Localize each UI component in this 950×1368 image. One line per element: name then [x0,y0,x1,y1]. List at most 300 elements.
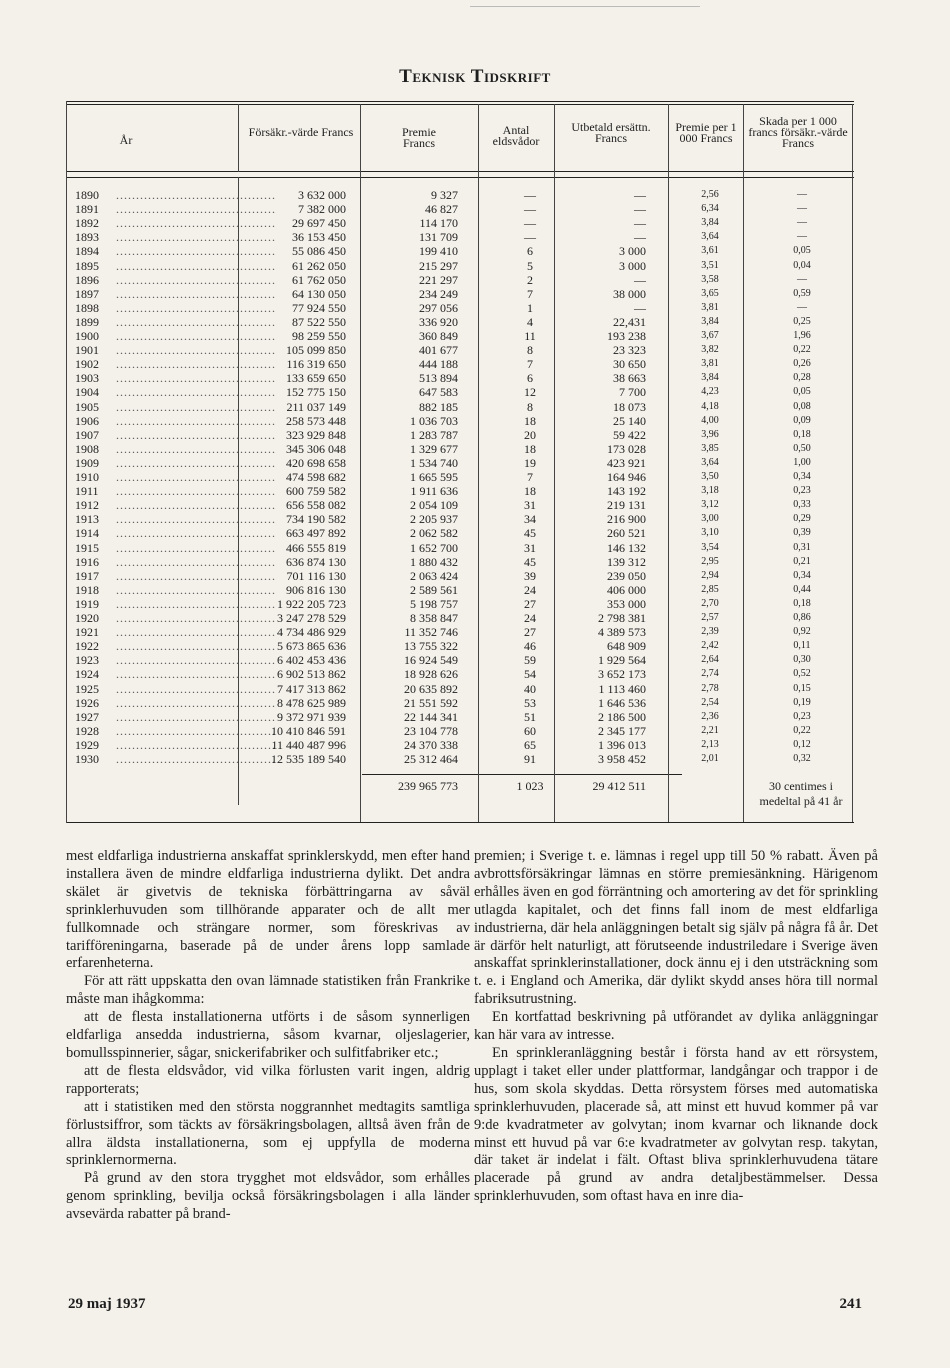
cell-damage-per-1000: 0,31 [793,541,811,553]
cell-premium-per-1000: 2,64 [701,654,719,666]
leader-dots: ........................................ [116,470,276,484]
body-column-left [66,848,470,1224]
cell-damage-per-1000: 0,33 [793,499,811,511]
top-rule [470,6,700,7]
cell-premium: 24 370 338 [404,737,458,752]
table-row [66,625,854,639]
table-row [66,555,854,569]
cell-premium: 2 205 937 [410,512,458,527]
table-row [66,696,854,710]
cell-fire-count: 2 [527,272,533,287]
cell-damage-per-1000: 0,32 [793,753,811,764]
paragraph: mest eldfarliga industrierna anskaffat sprinklerskydd, men efter hand installera även de mindre eldfarliga industrierna dylikt. Det andra skälet är givetvis de tekniska förbättringarna av såväl sprinklerhuvuden som tillhörande apparater och de allt mer fullkomnade och strängare normer, som föreskrivas av tarifföreningarna, baserade på de under årens lopp samlade erfarenheterna. [66,848,470,972]
cell-premium: 114 170 [419,216,458,231]
cell-fire-count: 39 [524,568,536,583]
cell-premium-per-1000: 3,67 [701,330,719,341]
cell-insured-value: 152 775 150 [286,385,346,400]
cell-damage-per-1000: 0,23 [793,710,811,722]
cell-damage-per-1000: 0,28 [793,372,811,384]
cell-insured-value: 3 632 000 [298,188,346,202]
table-row [66,428,854,442]
table-row [66,357,854,371]
paragraph: premien; i Sverige t. e. lämnas i regel upp till 50 % rabatt. Även på avbrottsförsäkringar lämnas en större premiesänkning. Härigenom erhålles även en god förräntning och amortering av det för sprinkling utlagda kapitalet, och det finns fall inom de mest eldfarliga industrierna, där hela anläggningen betalt sig själv på några få år. Det är därför helt naturligt, att förutseende industriledare i Sverige även anskaffat sprinklerinstallationer, dock ännu ej i den utsträckning som t. e. i England och Amerika, där dylikt skydd anses höra till normal fabriksutrustning. [474,848,878,1008]
header-premium: Premie Francs [402,125,436,150]
cell-premium-per-1000: 2,94 [701,569,719,581]
leader-dots: ........................................ [116,441,276,456]
cell-fire-count: 12 [524,385,536,400]
cell-year: 1913 [75,512,99,527]
cell-fire-count: 7 [527,357,533,372]
cell-premium: 513 894 [419,371,458,386]
leader-dots: ........................................ [116,625,276,640]
cell-fire-count: 8 [527,343,533,358]
cell-paid-compensation: 1 396 013 [598,737,646,752]
cell-premium-per-1000: 3,00 [701,513,719,525]
cell-damage-per-1000: 0,39 [793,527,811,539]
cell-year: 1904 [75,385,99,400]
cell-year: 1930 [75,752,99,766]
table-row [66,512,854,526]
cell-year: 1901 [75,343,99,358]
cell-damage-per-1000: 0,04 [793,259,811,271]
header-premium-per-1000: Premie per 1 000 Francs [675,120,737,145]
cell-insured-value: 9 372 971 939 [277,709,346,724]
cell-damage-per-1000: 0,25 [793,315,811,327]
cell-year: 1895 [75,258,99,273]
table-row [66,230,854,244]
cell-fire-count: 19 [524,455,536,470]
cell-year: 1898 [75,300,99,315]
cell-paid-compensation: 25 140 [613,413,646,428]
cell-damage-per-1000: 0,09 [793,414,811,426]
cell-year: 1928 [75,723,99,738]
cell-premium: 13 755 322 [404,639,458,654]
cell-year: 1929 [75,737,99,752]
leader-dots: ........................................ [116,300,276,315]
cell-damage-per-1000: 1,96 [793,330,811,341]
cell-premium: 9 327 [431,188,458,202]
cell-damage-per-1000: — [797,231,807,243]
cell-fire-count: 20 [524,427,536,442]
cell-premium: 647 583 [419,385,458,400]
table-row [66,329,854,343]
table-row [66,301,854,315]
cell-paid-compensation: 353 000 [607,596,646,611]
cell-insured-value: 466 555 819 [286,540,346,555]
cell-paid-compensation: 38 000 [613,286,646,301]
cell-year: 1925 [75,681,99,696]
table-row [66,188,854,202]
cell-insured-value: 7 417 313 862 [277,681,346,696]
cell-premium: 360 849 [419,329,458,343]
table-row [66,526,854,540]
cell-damage-per-1000: 0,19 [793,696,811,708]
cell-year: 1905 [75,399,99,414]
cell-premium-per-1000: 3,81 [701,358,719,370]
cell-premium-per-1000: 3,58 [701,273,719,285]
table-row [66,343,854,357]
cell-fire-count: 65 [524,737,536,752]
table-row [66,583,854,597]
leader-dots: ........................................ [116,498,276,513]
cell-premium-per-1000: 2,42 [701,640,719,652]
table-row [66,752,854,766]
leader-dots: ........................................ [116,639,276,654]
cell-paid-compensation: 219 131 [607,498,646,513]
table-row [66,484,854,498]
cell-premium-per-1000: 3,18 [701,485,719,497]
cell-year: 1921 [75,625,99,640]
cell-fire-count: 40 [524,681,536,696]
header-paid-compensation: Utbetald ersättn. Francs [571,120,651,145]
cell-year: 1918 [75,582,99,597]
cell-premium: 401 677 [419,343,458,358]
cell-insured-value: 11 440 487 996 [271,737,346,752]
cell-damage-per-1000: 0,44 [793,583,811,595]
cell-premium: 1 911 636 [410,484,458,499]
journal-title: Teknisk Tidskrift [399,66,551,87]
cell-premium-per-1000: 3,65 [701,287,719,299]
cell-damage-per-1000: 0,34 [793,471,811,482]
cell-fire-count: 53 [524,695,536,710]
cell-year: 1907 [75,427,99,442]
cell-fire-count: 27 [524,596,536,611]
cell-premium-per-1000: 2,54 [701,696,719,708]
cell-paid-compensation: 30 650 [613,357,646,372]
cell-year: 1923 [75,653,99,668]
cell-paid-compensation: 139 312 [607,554,646,569]
cell-paid-compensation: 3 652 173 [598,667,646,682]
cell-premium: 2 063 424 [410,568,458,583]
cell-fire-count: — [524,188,536,202]
cell-damage-per-1000: 0,08 [793,400,811,412]
cell-paid-compensation: 406 000 [607,582,646,597]
leader-dots: ........................................ [116,681,276,696]
cell-paid-compensation: 143 192 [607,484,646,499]
cell-fire-count: 6 [527,371,533,386]
cell-premium: 234 249 [419,286,458,301]
cell-damage-per-1000: 0,05 [793,386,811,398]
leader-dots: ........................................ [116,512,276,527]
cell-premium-per-1000: 2,78 [701,682,719,694]
cell-insured-value: 5 673 865 636 [277,639,346,654]
cell-insured-value: 656 558 082 [286,498,346,513]
cell-year: 1906 [75,413,99,428]
cell-year: 1903 [75,371,99,386]
cell-premium: 1 880 432 [410,554,458,569]
cell-insured-value: 12 535 189 540 [271,752,346,766]
cell-damage-per-1000: 0,18 [793,597,811,609]
cell-premium-per-1000: 2,74 [701,668,719,680]
cell-paid-compensation: 1 113 460 [598,681,646,696]
cell-paid-compensation: 2 345 177 [598,723,646,738]
cell-fire-count: 27 [524,625,536,640]
cell-year: 1900 [75,329,99,343]
cell-insured-value: 258 573 448 [286,413,346,428]
cell-year: 1909 [75,455,99,470]
footer-date: 29 maj 1937 [68,1296,146,1312]
cell-premium: 5 198 757 [410,596,458,611]
table-row [66,541,854,555]
cell-fire-count: 8 [527,399,533,414]
cell-year: 1917 [75,568,99,583]
cell-paid-compensation: 173 028 [607,441,646,456]
cell-premium: 8 358 847 [410,611,458,625]
paragraph: att de flesta installationerna utförts i de såsom synnerligen eldfarliga ansedda industrierna, såsom kvarnar, oljeslagerier, bomullsspinnerier, sågar, snickerifabriker och sulfitfabriker etc.; [66,1009,470,1061]
cell-insured-value: 3 247 278 529 [277,611,346,625]
cell-premium-per-1000: 2,70 [701,597,719,609]
cell-insured-value: 6 402 453 436 [277,653,346,668]
cell-insured-value: 36 153 450 [292,230,346,245]
cell-paid-compensation: 648 909 [607,639,646,654]
cell-paid-compensation: 38 663 [613,371,646,386]
cell-paid-compensation: 4 389 573 [598,625,646,640]
cell-premium-per-1000: 2,85 [701,583,719,595]
cell-paid-compensation: 18 073 [613,399,646,414]
cell-premium-per-1000: 3,84 [701,372,719,384]
cell-insured-value: 64 130 050 [292,286,346,301]
cell-insured-value: 8 478 625 989 [277,695,346,710]
total-premium: 239 965 773 [398,779,458,793]
leader-dots: ........................................ [116,568,276,583]
cell-damage-per-1000: 0,86 [793,612,811,623]
total-paid-compensation: 29 412 511 [592,779,646,793]
table-row [66,724,854,738]
cell-insured-value: 701 116 130 [286,568,346,583]
table-row [66,273,854,287]
cell-damage-per-1000: 0,12 [793,738,811,750]
cell-damage-per-1000: 0,23 [793,485,811,497]
cell-premium: 1 534 740 [410,455,458,470]
cell-insured-value: 600 759 582 [286,484,346,499]
cell-fire-count: 5 [527,258,533,273]
cell-premium-per-1000: 2,39 [701,626,719,638]
cell-paid-compensation: 164 946 [607,470,646,484]
cell-premium-per-1000: 2,01 [701,753,719,764]
leader-dots: ........................................ [116,737,276,752]
leader-dots: ........................................ [116,653,276,668]
paragraph: att de flesta eldsvådor, vid vilka förlusten varit ingen, aldrig rapporterats; [66,1062,470,1097]
cell-insured-value: 1 922 205 723 [277,596,346,611]
cell-paid-compensation: 2 798 381 [598,611,646,625]
cell-premium: 199 410 [419,244,458,259]
leader-dots: ........................................ [116,399,276,414]
table-row [66,710,854,724]
cell-premium: 11 352 746 [404,625,458,640]
cell-insured-value: 211 037 149 [286,399,346,414]
cell-year: 1920 [75,611,99,625]
table-row [66,611,854,625]
cell-insured-value: 116 319 650 [286,357,346,372]
leader-dots: ........................................ [116,371,276,386]
cell-insured-value: 420 698 658 [286,455,346,470]
cell-fire-count: 45 [524,554,536,569]
leader-dots: ........................................ [116,202,276,217]
cell-year: 1890 [75,188,99,202]
leader-dots: ........................................ [116,752,276,766]
cell-premium: 23 104 778 [404,723,458,738]
cell-year: 1926 [75,695,99,710]
cell-premium: 131 709 [419,230,458,245]
cell-fire-count: 51 [524,709,536,724]
cell-year: 1893 [75,230,99,245]
cell-paid-compensation: 423 921 [607,455,646,470]
leader-dots: ........................................ [116,258,276,273]
cell-damage-per-1000: 0,05 [793,245,811,257]
table-row [66,216,854,230]
paragraph: att i statistiken med den största noggrannhet medtagits samtliga förlustsiffror, som täckts av försäkringsbolagen, alltså även från de allra äldsta installationerna, som ej uppfylla de moderna sprinklernormerna. [66,1098,470,1169]
cell-fire-count: 7 [527,470,533,484]
cell-fire-count: 7 [527,286,533,301]
cell-insured-value: 7 382 000 [298,202,346,217]
cell-paid-compensation: 59 422 [613,427,646,442]
cell-fire-count: 18 [524,484,536,499]
leader-dots: ........................................ [116,484,276,499]
cell-fire-count: 31 [524,540,536,555]
cell-year: 1922 [75,639,99,654]
paragraph: På grund av den stora trygghet mot eldsvådor, som erhålles genom sprinkling, bevilja också försäkringsbolagen i alla länder avsevärda rabatter på brand- [66,1170,470,1223]
cell-premium: 1 036 703 [410,413,458,428]
cell-premium-per-1000: 3,85 [701,442,719,454]
cell-insured-value: 4 734 486 929 [277,625,346,640]
cell-damage-per-1000: — [797,203,807,215]
cell-fire-count: 18 [524,441,536,456]
cell-insured-value: 323 929 848 [286,427,346,442]
cell-premium-per-1000: 3,50 [701,471,719,482]
leader-dots: ........................................ [116,357,276,372]
cell-paid-compensation: — [634,272,646,287]
leader-dots: ........................................ [116,611,276,625]
cell-damage-per-1000: 0,34 [793,569,811,581]
cell-damage-per-1000: 0,29 [793,513,811,525]
cell-fire-count: 31 [524,498,536,513]
cell-year: 1896 [75,272,99,287]
table-row [66,569,854,583]
cell-fire-count: 91 [524,752,536,766]
cell-year: 1924 [75,667,99,682]
table-row [66,400,854,414]
header-fire-count: Antal eldsvådor [492,123,540,148]
cell-year: 1915 [75,540,99,555]
cell-damage-per-1000: — [797,273,807,285]
table-row [66,371,854,385]
cell-premium: 46 827 [425,202,458,217]
cell-premium-per-1000: 2,36 [701,710,719,722]
cell-paid-compensation: 7 700 [619,385,646,400]
leader-dots: ........................................ [116,723,276,738]
cell-fire-count: 18 [524,413,536,428]
cell-paid-compensation: — [634,202,646,217]
cell-insured-value: 61 262 050 [292,258,346,273]
leader-dots: ........................................ [116,413,276,428]
cell-fire-count: 4 [527,314,533,329]
cell-premium: 221 297 [419,272,458,287]
cell-insured-value: 98 259 550 [292,329,346,343]
cell-insured-value: 77 924 550 [292,300,346,315]
cell-year: 1894 [75,244,99,259]
cell-premium-per-1000: 2,95 [701,555,719,567]
cell-damage-per-1000: 1,00 [793,456,811,468]
cell-premium-per-1000: 3,61 [701,245,719,257]
cell-premium-per-1000: 3,96 [701,428,719,440]
cell-paid-compensation: 1 646 536 [598,695,646,710]
cell-premium-per-1000: 3,81 [701,301,719,313]
leader-dots: ........................................ [116,329,276,343]
table-row [66,244,854,258]
cell-premium-per-1000: 3,84 [701,217,719,229]
table-row [66,498,854,512]
cell-premium: 21 551 592 [404,695,458,710]
leader-dots: ........................................ [116,695,276,710]
cell-year: 1892 [75,216,99,231]
cell-paid-compensation: — [634,188,646,202]
table-row [66,738,854,752]
leader-dots: ........................................ [116,596,276,611]
cell-premium: 2 054 109 [410,498,458,513]
cell-fire-count: 11 [524,329,536,343]
cell-damage-per-1000: 0,92 [793,626,811,638]
cell-premium: 1 329 677 [410,441,458,456]
cell-year: 1927 [75,709,99,724]
table-row [66,414,854,428]
cell-paid-compensation: — [634,300,646,315]
leader-dots: ........................................ [116,427,276,442]
cell-damage-per-1000: 0,22 [793,344,811,356]
cell-fire-count: 34 [524,512,536,527]
cell-premium: 444 188 [419,357,458,372]
header-year: År [119,133,133,147]
cell-paid-compensation: 1 929 564 [598,653,646,668]
cell-damage-per-1000: 0,22 [793,724,811,736]
leader-dots: ........................................ [116,216,276,231]
cell-paid-compensation: 2 186 500 [598,709,646,724]
leader-dots: ........................................ [116,582,276,597]
cell-premium-per-1000: 3,64 [701,231,719,243]
cell-insured-value: 10 410 846 591 [271,723,346,738]
cell-premium: 1 665 595 [410,470,458,484]
cell-paid-compensation: 3 958 452 [598,752,646,766]
leader-dots: ........................................ [116,540,276,555]
cell-year: 1897 [75,286,99,301]
cell-fire-count: 6 [527,244,533,259]
cell-year: 1891 [75,202,99,217]
cell-year: 1914 [75,526,99,541]
cell-fire-count: 59 [524,653,536,668]
table-row [66,470,854,484]
cell-premium-per-1000: 4,00 [701,414,719,426]
paragraph: En kortfattad beskrivning på utförandet av dylika anläggningar kan här vara av intresse. [474,1009,878,1044]
cell-damage-per-1000: 0,15 [793,682,811,694]
cell-damage-per-1000: 0,21 [793,555,811,567]
cell-paid-compensation: 3 000 [619,244,646,259]
cell-damage-per-1000: 0,50 [793,442,811,454]
cell-year: 1902 [75,357,99,372]
cell-premium: 18 928 626 [404,667,458,682]
header-insured-value: Försäkr.-värde Francs [248,125,354,139]
cell-fire-count: 1 [527,300,533,315]
table-row [66,315,854,329]
cell-premium: 2 062 582 [410,526,458,541]
cell-damage-per-1000: 0,30 [793,654,811,666]
cell-fire-count: — [524,230,536,245]
cell-premium: 22 144 341 [404,709,458,724]
cell-insured-value: 906 816 130 [286,582,346,597]
leader-dots: ........................................ [116,314,276,329]
cell-insured-value: 61 762 050 [292,272,346,287]
cell-damage-per-1000: 0,59 [793,287,811,299]
cell-year: 1910 [75,470,99,484]
cell-premium: 25 312 464 [404,752,458,766]
